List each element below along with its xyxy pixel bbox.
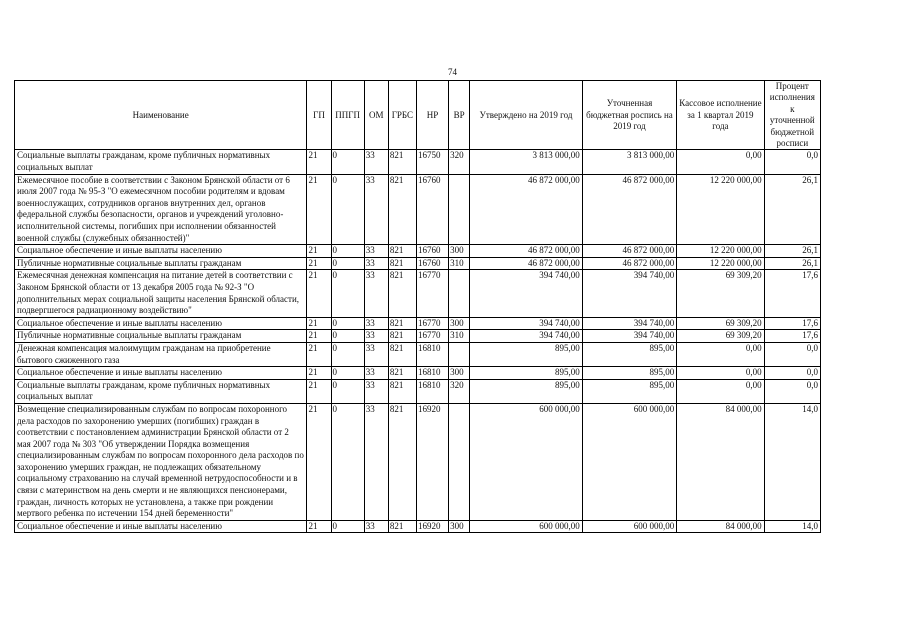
cell-specified: 895,00 [582,379,676,403]
cell-name: Возмещение специализированным службам по вопросам похоронного дела расходов по захоронению умерших (погибших) граждан в соответствии с постановлением администрации Брянской области от 2 мая 2007 года № 303 "Об утверждении Порядка возмещения специализированным службам по вопросам похоронного дела расходов по захоронению умерших граждан, не подлежащих обязательному социальному страхованию на случай временной нетрудоспособности и в связи с материнством на день смерти и не являющихся пенсионерами, граждан, личность которых не установлена, а также при рождении мертвого ребенка по истечении 154 дней беременности" [15,403,307,520]
cell-gp: 21 [307,367,331,380]
cell-ppgp: 0 [331,367,364,380]
table-row [15,174,821,245]
header-om: ОМ [364,81,388,150]
cell-gp: 21 [307,520,331,533]
cell-gp: 21 [307,342,331,366]
cell-percent: 0,0 [764,150,820,174]
cell-grbs: 821 [388,520,416,533]
cell-percent: 26,1 [764,245,820,258]
header-specified: Уточненная бюджетная роспись на 2019 год [582,81,676,150]
cell-approved: 394 740,00 [470,330,583,343]
cell-nr: 16760 [416,245,448,258]
cell-percent: 17,6 [764,317,820,330]
cell-specified: 46 872 000,00 [582,257,676,270]
cell-nr: 16810 [416,379,448,403]
cell-name: Социальные выплаты гражданам, кроме публичных нормативных социальных выплат [15,150,307,174]
cell-nr: 16810 [416,367,448,380]
cell-gp: 21 [307,403,331,520]
cell-grbs: 821 [388,330,416,343]
cell-approved: 895,00 [470,379,583,403]
cell-vr: 300 [449,245,470,258]
cell-om: 33 [364,403,388,520]
cell-om: 33 [364,342,388,366]
cell-grbs: 821 [388,174,416,245]
table-row [15,150,821,174]
cell-name: Социальное обеспечение и иные выплаты населению [15,367,307,380]
header-cash: Кассовое исполнение за 1 квартал 2019 года [677,81,764,150]
cell-om: 33 [364,520,388,533]
cell-gp: 21 [307,330,331,343]
cell-grbs: 821 [388,403,416,520]
cell-specified: 394 740,00 [582,330,676,343]
cell-approved: 895,00 [470,342,583,366]
cell-grbs: 821 [388,270,416,317]
header-ppgp: ППГП [331,81,364,150]
cell-specified: 600 000,00 [582,403,676,520]
cell-ppgp: 0 [331,257,364,270]
cell-vr: 300 [449,317,470,330]
table-row [15,367,821,380]
table-row [15,245,821,258]
cell-ppgp: 0 [331,342,364,366]
table-row [15,342,821,366]
cell-ppgp: 0 [331,270,364,317]
header-name: Наименование [15,81,307,150]
table-row [15,330,821,343]
cell-gp: 21 [307,174,331,245]
cell-om: 33 [364,270,388,317]
cell-grbs: 821 [388,257,416,270]
cell-percent: 17,6 [764,330,820,343]
cell-specified: 394 740,00 [582,317,676,330]
cell-grbs: 821 [388,379,416,403]
cell-nr: 16770 [416,317,448,330]
cell-nr: 16770 [416,330,448,343]
cell-specified: 600 000,00 [582,520,676,533]
table-body [15,150,821,533]
cell-om: 33 [364,317,388,330]
page-number: 74 [448,67,457,77]
cell-percent: 14,0 [764,403,820,520]
cell-gp: 21 [307,379,331,403]
cell-nr: 16920 [416,520,448,533]
cell-om: 33 [364,367,388,380]
cell-ppgp: 0 [331,330,364,343]
cell-cash: 69 309,20 [677,270,764,317]
cell-cash: 0,00 [677,367,764,380]
cell-approved: 3 813 000,00 [470,150,583,174]
cell-gp: 21 [307,257,331,270]
cell-name: Публичные нормативные социальные выплаты гражданам [15,330,307,343]
header-grbs: ГРБС [388,81,416,150]
table-row [15,403,821,520]
cell-om: 33 [364,330,388,343]
cell-vr: 300 [449,367,470,380]
cell-om: 33 [364,174,388,245]
cell-vr: 310 [449,257,470,270]
cell-percent: 0,0 [764,342,820,366]
table-row [15,317,821,330]
cell-om: 33 [364,245,388,258]
cell-gp: 21 [307,245,331,258]
cell-grbs: 821 [388,342,416,366]
cell-percent: 14,0 [764,520,820,533]
cell-vr: 320 [449,379,470,403]
cell-om: 33 [364,150,388,174]
cell-percent: 0,0 [764,379,820,403]
cell-approved: 46 872 000,00 [470,245,583,258]
cell-approved: 394 740,00 [470,317,583,330]
cell-approved: 46 872 000,00 [470,257,583,270]
table-header-row [15,81,821,150]
cell-vr [449,270,470,317]
cell-vr [449,342,470,366]
cell-ppgp: 0 [331,379,364,403]
cell-cash: 0,00 [677,379,764,403]
cell-ppgp: 0 [331,245,364,258]
cell-nr: 16810 [416,342,448,366]
table-row [15,379,821,403]
cell-name: Социальное обеспечение и иные выплаты населению [15,520,307,533]
cell-vr: 300 [449,520,470,533]
cell-cash: 12 220 000,00 [677,245,764,258]
cell-specified: 3 813 000,00 [582,150,676,174]
cell-specified: 895,00 [582,342,676,366]
cell-percent: 0,0 [764,367,820,380]
cell-ppgp: 0 [331,317,364,330]
cell-name: Денежная компенсация малоимущим гражданам на приобретение бытового сжиженного газа [15,342,307,366]
cell-cash: 84 000,00 [677,520,764,533]
cell-om: 33 [364,379,388,403]
cell-om: 33 [364,257,388,270]
table-row [15,257,821,270]
cell-approved: 46 872 000,00 [470,174,583,245]
cell-specified: 46 872 000,00 [582,245,676,258]
cell-vr: 310 [449,330,470,343]
header-nr: НР [416,81,448,150]
cell-ppgp: 0 [331,150,364,174]
header-vr: ВР [449,81,470,150]
cell-cash: 69 309,20 [677,317,764,330]
cell-name: Ежемесячное пособие в соответствии с Законом Брянской области от 6 июля 2007 года № 95-З "О ежемесячном пособии родителям и вдовам военнослужащих, сотрудников органов внутренних дел, органов федеральной службы безопасности, органов и учреждений уголовно-исполнительной системы, погибших при исполнении обязанностей военной службы (служебных обязанностей)" [15,174,307,245]
cell-ppgp: 0 [331,520,364,533]
cell-name: Ежемесячная денежная компенсация на питание детей в соответствии с Законом Брянской области от 13 декабря 2005 года № 92-З "О дополнительных мерах социальной защиты населения Брянской области, подвергшегося радиационному воздействию" [15,270,307,317]
cell-nr: 16750 [416,150,448,174]
cell-nr: 16920 [416,403,448,520]
cell-cash: 12 220 000,00 [677,257,764,270]
table-row [15,520,821,533]
cell-approved: 394 740,00 [470,270,583,317]
budget-table [14,80,821,533]
header-percent: Процент исполнения к уточненной бюджетной росписи [764,81,820,150]
cell-specified: 895,00 [582,367,676,380]
cell-nr: 16760 [416,257,448,270]
cell-grbs: 821 [388,150,416,174]
cell-ppgp: 0 [331,174,364,245]
cell-approved: 600 000,00 [470,403,583,520]
cell-cash: 0,00 [677,150,764,174]
cell-percent: 26,1 [764,257,820,270]
cell-name: Социальные выплаты гражданам, кроме публичных нормативных социальных выплат [15,379,307,403]
cell-approved: 600 000,00 [470,520,583,533]
cell-grbs: 821 [388,367,416,380]
cell-vr [449,403,470,520]
cell-cash: 69 309,20 [677,330,764,343]
table-row [15,270,821,317]
cell-approved: 895,00 [470,367,583,380]
cell-specified: 394 740,00 [582,270,676,317]
cell-vr [449,174,470,245]
cell-percent: 26,1 [764,174,820,245]
cell-nr: 16770 [416,270,448,317]
header-gp: ГП [307,81,331,150]
cell-cash: 84 000,00 [677,403,764,520]
cell-grbs: 821 [388,317,416,330]
cell-ppgp: 0 [331,403,364,520]
cell-vr: 320 [449,150,470,174]
cell-cash: 12 220 000,00 [677,174,764,245]
cell-cash: 0,00 [677,342,764,366]
cell-gp: 21 [307,150,331,174]
cell-percent: 17,6 [764,270,820,317]
cell-gp: 21 [307,317,331,330]
cell-name: Публичные нормативные социальные выплаты гражданам [15,257,307,270]
cell-nr: 16760 [416,174,448,245]
header-approved: Утверждено на 2019 год [470,81,583,150]
cell-name: Социальное обеспечение и иные выплаты населению [15,245,307,258]
cell-gp: 21 [307,270,331,317]
cell-specified: 46 872 000,00 [582,174,676,245]
cell-grbs: 821 [388,245,416,258]
cell-name: Социальное обеспечение и иные выплаты населению [15,317,307,330]
